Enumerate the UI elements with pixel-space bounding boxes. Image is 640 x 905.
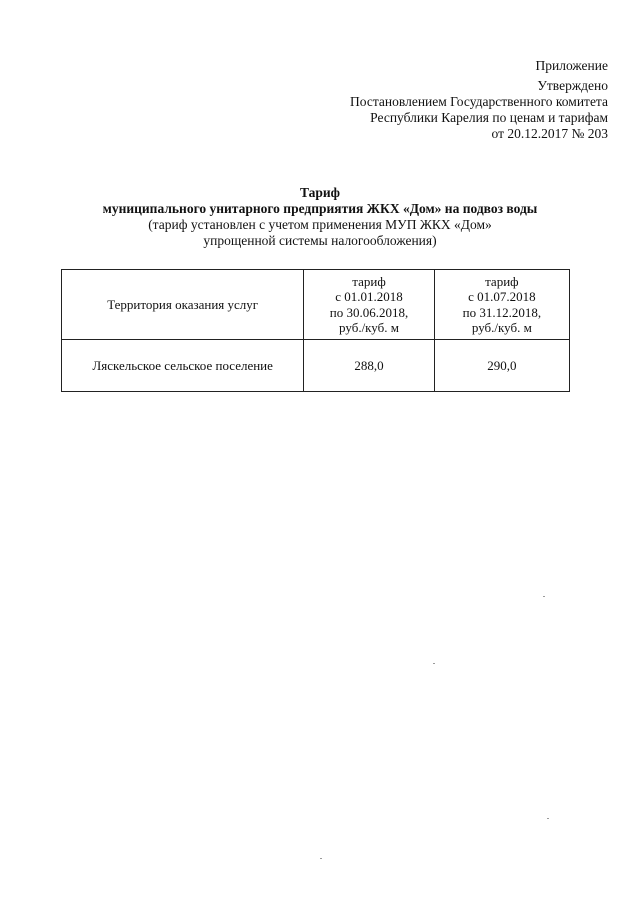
scan-speck <box>433 663 435 664</box>
title-subheading: муниципального унитарного предприятия ЖКХ «Дом» на подвоз воды <box>102 201 538 216</box>
approval-block <box>350 58 608 142</box>
title-note: (тариф установлен с учетом применения МУП ЖКХ «Дом» <box>148 217 492 232</box>
table-row <box>62 340 570 392</box>
header-period-1 <box>304 270 434 340</box>
tariff-table <box>61 269 570 392</box>
header-line: тариф <box>352 273 386 289</box>
scan-speck <box>547 818 549 819</box>
cell-tariff-period-1: 288,0 <box>304 340 434 392</box>
scan-speck <box>320 858 322 859</box>
approved-by-line: Республики Карелия по ценам и тарифам <box>370 110 608 125</box>
header-territory: Территория оказания услуг <box>62 270 304 340</box>
appendix-label: Приложение <box>535 58 608 73</box>
document-title <box>0 185 640 249</box>
header-line: с 01.01.2018 <box>335 289 403 304</box>
table-header-row <box>62 270 570 340</box>
header-line: с 01.07.2018 <box>468 289 536 304</box>
cell-territory: Ляскельское сельское поселение <box>62 340 304 392</box>
header-line: руб./куб. м <box>339 320 399 335</box>
header-line: по 31.12.2018, <box>462 304 542 320</box>
approval-date-number: от 20.12.2017 № 203 <box>491 126 608 141</box>
header-period-2 <box>434 270 569 340</box>
header-line: тариф <box>485 273 519 289</box>
cell-tariff-period-2: 290,0 <box>434 340 569 392</box>
header-line: по 30.06.2018, <box>329 304 409 320</box>
scan-speck <box>543 596 545 597</box>
approved-by-line: Постановлением Государственного комитета <box>350 94 608 109</box>
approved-label: Утверждено <box>537 78 608 93</box>
title-note: упрощенной системы налогообложения) <box>203 233 437 248</box>
header-line: руб./куб. м <box>471 320 532 335</box>
title-heading: Тариф <box>299 185 341 200</box>
